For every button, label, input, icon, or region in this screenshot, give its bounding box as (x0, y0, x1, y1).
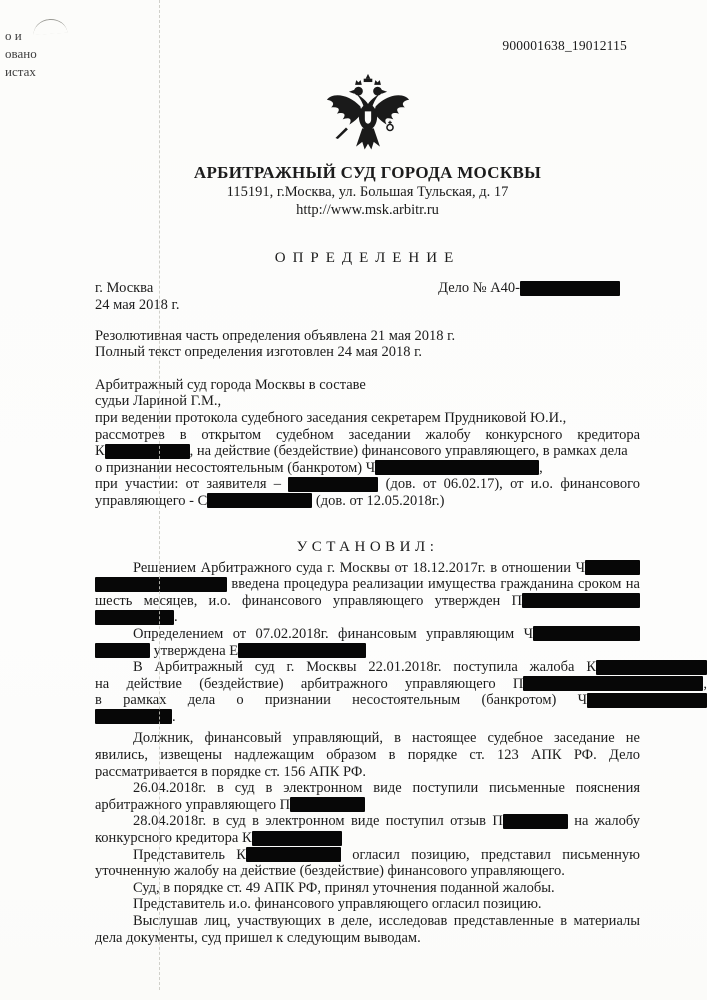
text-segment: о признании несостоятельным (банкротом) Ч (95, 459, 376, 476)
text-line (95, 913, 640, 930)
redaction-box (533, 626, 640, 641)
text-segment: Представитель К (133, 846, 246, 863)
text-line (95, 377, 640, 394)
text-segment: арбитражного управляющего П (95, 796, 291, 813)
text-segment: Представитель и.о. финансового управляющего огласил позицию. (133, 896, 542, 913)
text-segment: 28.04.2018г. в суд в электронном виде поступил отзыв П (133, 813, 503, 830)
text-segment: . (174, 609, 178, 626)
text-line (95, 443, 640, 460)
text-segment: В Арбитражный суд г. Москвы 22.01.2018г. поступила жалоба К (133, 659, 596, 676)
text-segment: рассмотрев в открытом судебном заседании жалобу конкурсного кредитора (95, 426, 640, 443)
redaction-box (290, 797, 365, 812)
redaction-box (105, 444, 190, 459)
text-segment: Дело № А40- (438, 280, 520, 296)
text-line (95, 493, 640, 510)
city-label: г. Москва (95, 280, 154, 296)
text-segment: управляющего - С (95, 492, 208, 509)
resolution-announce-block (95, 328, 640, 361)
text-line (95, 328, 640, 345)
text-segment: на жалобу (567, 813, 640, 830)
corner-stamp-fragment (5, 27, 37, 81)
text-segment: конкурсного кредитора К (95, 830, 252, 847)
text-segment: Полный текст определения изготовлен 24 мая 2018 г. (95, 344, 423, 361)
ustanovil-heading: УСТАНОВИЛ: (296, 538, 439, 555)
redaction-box (585, 560, 640, 575)
text-segment: при участии: от заявителя – (95, 476, 289, 493)
document-date: 24 мая 2018 г. (95, 297, 180, 313)
text-segment: рассматривается в порядке ст. 156 АПК РФ. (95, 763, 366, 780)
stamp-arc-fragment (33, 18, 68, 35)
case-number (438, 280, 620, 297)
text-segment: в рамках дела о признании несостоятельным (банкротом) Ч (95, 692, 587, 709)
text-line (95, 626, 640, 643)
text-line (95, 896, 640, 913)
text-line (95, 593, 640, 610)
case-header-row (95, 280, 640, 297)
text-line (95, 730, 640, 747)
text-line (95, 863, 640, 880)
text-segment: Должник, финансовый управляющий, в настоящее судебное заседание не (133, 730, 640, 747)
text-segment: Выслушав лиц, участвующих в деле, исследовав представленные в материалы (133, 913, 640, 929)
text-segment: (дов. от 12.05.2018г.) (312, 492, 445, 509)
text-segment: при ведении протокола судебного заседания секретарем Прудниковой Ю.И., (95, 409, 567, 426)
redaction-box (95, 643, 150, 658)
text-segment: (дов. от 06.02.17), от и.о. финансового (378, 476, 640, 493)
text-segment: шесть месяцев, и.о. финансового управляющего утвержден П (95, 592, 522, 609)
text-line (95, 797, 640, 814)
text-line (95, 880, 640, 897)
redaction-box (523, 676, 703, 691)
redaction-box (95, 610, 174, 625)
fold-crease-line (159, 0, 160, 990)
text-line (95, 847, 640, 864)
text-line (95, 692, 707, 709)
coat-of-arms-emblem (320, 72, 416, 160)
stamp-fragment-line: овано (5, 46, 37, 61)
text-line (95, 830, 640, 847)
text-line (95, 643, 640, 660)
text-segment: огласил позицию, представил письменную (340, 846, 640, 863)
redaction-box (520, 281, 620, 296)
text-segment: Суд, в порядке ст. 49 АПК РФ, принял уточнения поданной жалобы. (133, 879, 555, 896)
text-line (95, 813, 640, 830)
text-segment: явились, извещены надлежащим образом в порядке ст. 123 АПК РФ. Дело (95, 747, 640, 764)
text-segment: дела документы, суд пришел к следующим выводам. (95, 929, 421, 946)
text-segment: К (95, 443, 105, 460)
text-segment: введена процедура реализации имущества гражданина сроком на (227, 576, 640, 593)
text-segment: , на действие (бездействие) финансового управляющего, в рамках дела (189, 443, 628, 460)
stamp-fragment-line: о и (5, 28, 22, 43)
text-segment: Арбитражный суд города Москвы в составе (95, 376, 366, 393)
text-line (95, 709, 640, 726)
court-name: АРБИТРАЖНЫЙ СУД ГОРОДА МОСКВЫ (193, 163, 542, 182)
text-segment: на действие (бездействие) арбитражного управляющего П (95, 675, 524, 692)
text-line (95, 676, 707, 693)
redaction-box (503, 814, 568, 829)
text-line (95, 460, 640, 477)
redaction-box (238, 643, 366, 658)
text-line (95, 410, 640, 427)
text-line (95, 560, 640, 577)
text-line (95, 476, 640, 493)
findings-block (95, 559, 707, 947)
text-segment: уточненную жалобу на действие (бездействие) финансового управляющего. (95, 863, 565, 880)
text-segment: Определением от 07.02.2018г. финансовым управляющим Ч (133, 625, 533, 642)
text-line (95, 609, 640, 626)
text-line (95, 427, 640, 444)
text-segment: судьи Лариной Г.М., (95, 393, 222, 410)
text-line (95, 393, 640, 410)
text-segment: Решением Арбитражного суда г. Москвы от 18.12.2017г. в отношении Ч (133, 559, 585, 576)
redaction-box (207, 493, 312, 508)
court-website: http://www.msk.arbitr.ru (296, 202, 439, 218)
redaction-box (246, 847, 341, 862)
text-line (95, 659, 707, 676)
text-segment: , (703, 675, 707, 692)
document-content (95, 72, 707, 946)
redaction-box (587, 693, 707, 708)
text-segment: утверждена Е (150, 642, 239, 659)
text-segment: . (172, 708, 176, 725)
document-number: 900001638_19012115 (502, 38, 627, 53)
redaction-box (288, 477, 378, 492)
text-line (95, 344, 640, 361)
text-line (95, 764, 640, 781)
redaction-box (252, 831, 342, 846)
text-line (95, 747, 640, 764)
court-address: 115191, г.Москва, ул. Большая Тульская, д. 17 (226, 184, 509, 200)
text-segment: , (539, 459, 543, 476)
text-segment: 26.04.2018г. в суд в электронном виде поступили письменные пояснения (133, 780, 640, 797)
redaction-box (95, 577, 227, 592)
text-segment: Резолютивная часть определения объявлена 21 мая 2018 г. (95, 327, 456, 344)
redaction-box (522, 593, 640, 608)
preamble-block (95, 377, 640, 510)
text-line (95, 930, 640, 947)
text-line (95, 780, 640, 797)
redaction-box (375, 460, 539, 475)
redaction-box (596, 660, 707, 675)
stamp-fragment-line: истах (5, 64, 36, 79)
redaction-box (95, 709, 172, 724)
document-title: ОПРЕДЕЛЕНИЕ (274, 250, 461, 266)
text-line (95, 576, 640, 593)
